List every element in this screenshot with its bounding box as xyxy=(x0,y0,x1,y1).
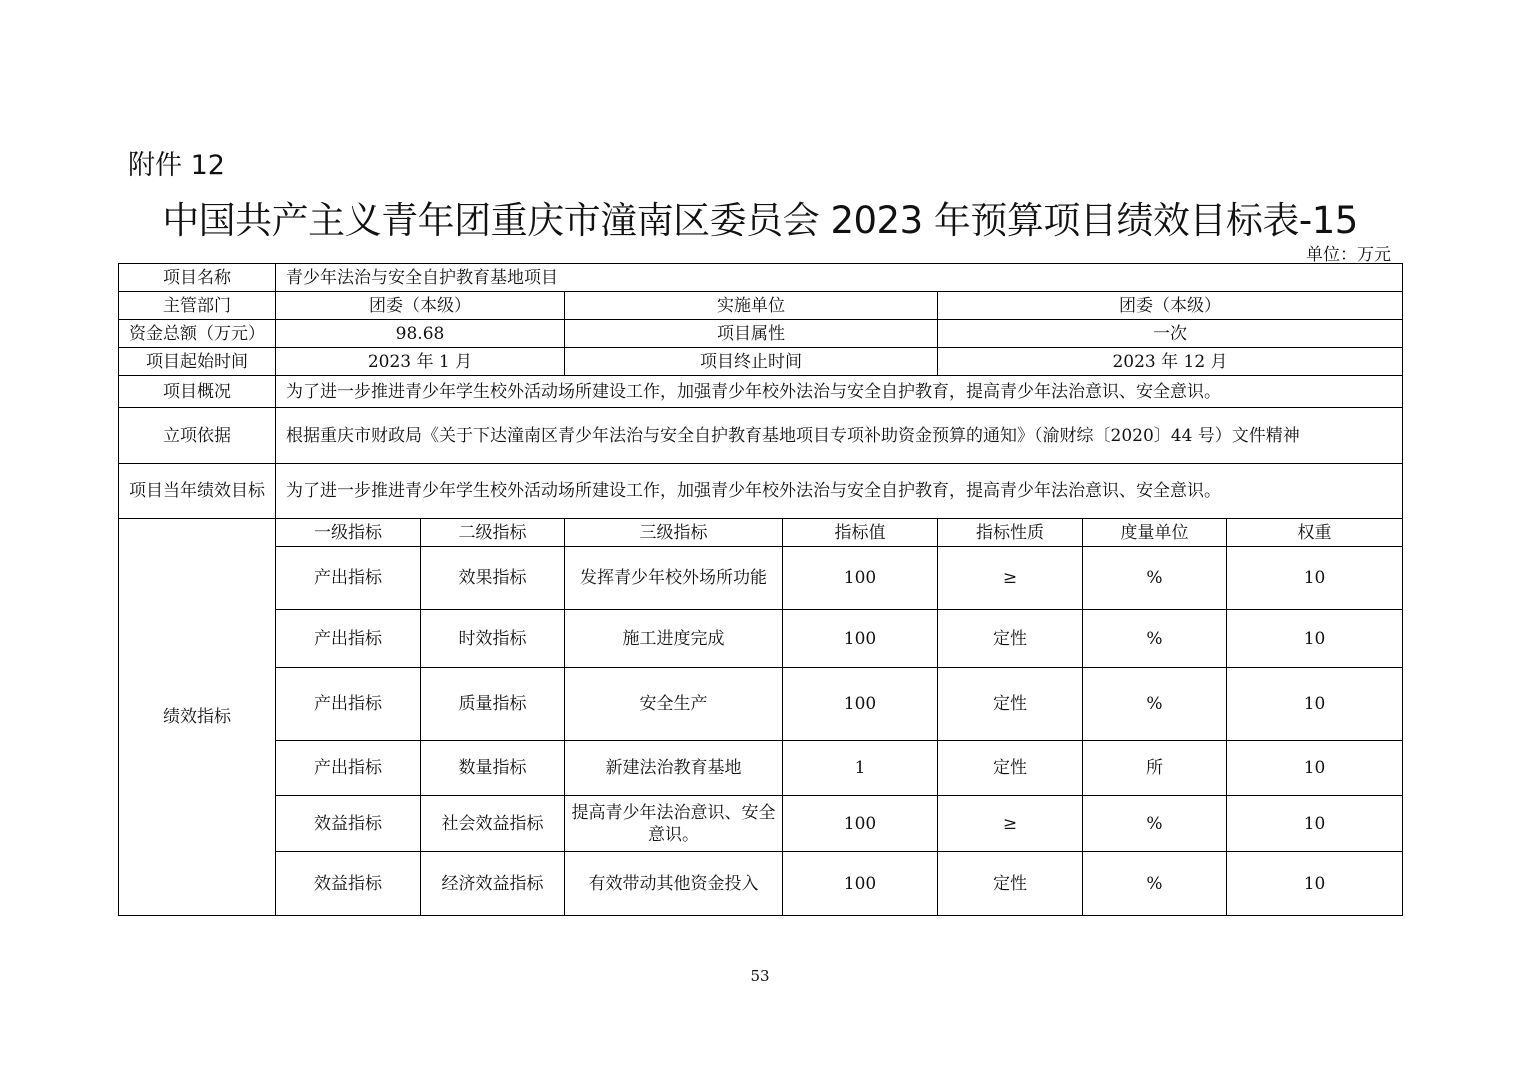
weight-cell: 10 xyxy=(1227,668,1403,741)
impl-label: 实施单位 xyxy=(565,292,938,320)
value-cell: 100 xyxy=(783,610,938,668)
page-number: 53 xyxy=(750,967,770,985)
header-level3: 三级指标 xyxy=(565,519,783,547)
row-basis xyxy=(119,408,1403,464)
fund-label: 资金总额（万元） xyxy=(119,320,276,348)
attr-value: 一次 xyxy=(938,320,1403,348)
basis-label: 立项依据 xyxy=(119,408,276,464)
unit-cell: 所 xyxy=(1083,741,1227,796)
indicator-row xyxy=(119,668,1403,741)
goal-label: 项目当年绩效目标 xyxy=(119,464,276,519)
nature-cell: 定性 xyxy=(938,741,1083,796)
header-level1: 一级指标 xyxy=(276,519,421,547)
indicator-row xyxy=(119,852,1403,916)
unit-label: 单位：万元 xyxy=(1306,245,1391,265)
unit-cell: % xyxy=(1083,547,1227,610)
indicator-row xyxy=(119,547,1403,610)
indicator-header-row xyxy=(119,519,1403,547)
indicators-section-label: 绩效指标 xyxy=(119,519,276,916)
level2-cell: 数量指标 xyxy=(421,741,565,796)
nature-cell: ≥ xyxy=(938,547,1083,610)
level1-cell: 效益指标 xyxy=(276,852,421,916)
level3-cell: 施工进度完成 xyxy=(565,610,783,668)
nature-cell: 定性 xyxy=(938,668,1083,741)
value-cell: 100 xyxy=(783,796,938,852)
performance-table xyxy=(118,263,1403,916)
overview-label: 项目概况 xyxy=(119,376,276,408)
unit-cell: % xyxy=(1083,796,1227,852)
start-value: 2023 年 1 月 xyxy=(276,348,565,376)
header-unit: 度量单位 xyxy=(1083,519,1227,547)
weight-cell: 10 xyxy=(1227,741,1403,796)
row-project-name xyxy=(119,264,1403,292)
header-weight: 权重 xyxy=(1227,519,1403,547)
attr-label: 项目属性 xyxy=(565,320,938,348)
weight-cell: 10 xyxy=(1227,610,1403,668)
end-label: 项目终止时间 xyxy=(565,348,938,376)
level2-cell: 经济效益指标 xyxy=(421,852,565,916)
row-overview xyxy=(119,376,1403,408)
level2-cell: 时效指标 xyxy=(421,610,565,668)
level2-cell: 社会效益指标 xyxy=(421,796,565,852)
unit-cell: % xyxy=(1083,668,1227,741)
unit-cell: % xyxy=(1083,610,1227,668)
level3-cell: 提高青少年法治意识、安全意识。 xyxy=(565,796,783,852)
weight-cell: 10 xyxy=(1227,852,1403,916)
unit-cell: % xyxy=(1083,852,1227,916)
level2-cell: 质量指标 xyxy=(421,668,565,741)
header-value: 指标值 xyxy=(783,519,938,547)
fund-value: 98.68 xyxy=(276,320,565,348)
dept-value: 团委（本级） xyxy=(276,292,565,320)
value-cell: 100 xyxy=(783,668,938,741)
nature-cell: ≥ xyxy=(938,796,1083,852)
weight-cell: 10 xyxy=(1227,547,1403,610)
indicator-row xyxy=(119,796,1403,852)
attachment-label: 附件 12 xyxy=(128,150,225,181)
header-level2: 二级指标 xyxy=(421,519,565,547)
end-value: 2023 年 12 月 xyxy=(938,348,1403,376)
level3-cell: 发挥青少年校外场所功能 xyxy=(565,547,783,610)
level1-cell: 产出指标 xyxy=(276,741,421,796)
project-name-label: 项目名称 xyxy=(119,264,276,292)
header-nature: 指标性质 xyxy=(938,519,1083,547)
page-title: 中国共产主义青年团重庆市潼南区委员会 2023 年预算项目绩效目标表-15 xyxy=(162,199,1358,242)
level1-cell: 产出指标 xyxy=(276,610,421,668)
level3-cell: 安全生产 xyxy=(565,668,783,741)
row-goal xyxy=(119,464,1403,519)
value-cell: 100 xyxy=(783,852,938,916)
start-label: 项目起始时间 xyxy=(119,348,276,376)
level1-cell: 效益指标 xyxy=(276,796,421,852)
basis-value: 根据重庆市财政局《关于下达潼南区青少年法治与安全自护教育基地项目专项补助资金预算的通知》（渝财综〔2020〕44 号）文件精神 xyxy=(276,408,1403,464)
level1-cell: 产出指标 xyxy=(276,668,421,741)
level1-cell: 产出指标 xyxy=(276,547,421,610)
project-name-value: 青少年法治与安全自护教育基地项目 xyxy=(276,264,1403,292)
indicator-row xyxy=(119,610,1403,668)
weight-cell: 10 xyxy=(1227,796,1403,852)
value-cell: 100 xyxy=(783,547,938,610)
level2-cell: 效果指标 xyxy=(421,547,565,610)
value-cell: 1 xyxy=(783,741,938,796)
overview-value: 为了进一步推进青少年学生校外活动场所建设工作，加强青少年校外法治与安全自护教育，提高青少年法治意识、安全意识。 xyxy=(276,376,1403,408)
nature-cell: 定性 xyxy=(938,610,1083,668)
nature-cell: 定性 xyxy=(938,852,1083,916)
row-fund xyxy=(119,320,1403,348)
dept-label: 主管部门 xyxy=(119,292,276,320)
row-period xyxy=(119,348,1403,376)
impl-value: 团委（本级） xyxy=(938,292,1403,320)
level3-cell: 有效带动其他资金投入 xyxy=(565,852,783,916)
indicator-row xyxy=(119,741,1403,796)
row-dept xyxy=(119,292,1403,320)
goal-value: 为了进一步推进青少年学生校外活动场所建设工作，加强青少年校外法治与安全自护教育，提高青少年法治意识、安全意识。 xyxy=(276,464,1403,519)
level3-cell: 新建法治教育基地 xyxy=(565,741,783,796)
